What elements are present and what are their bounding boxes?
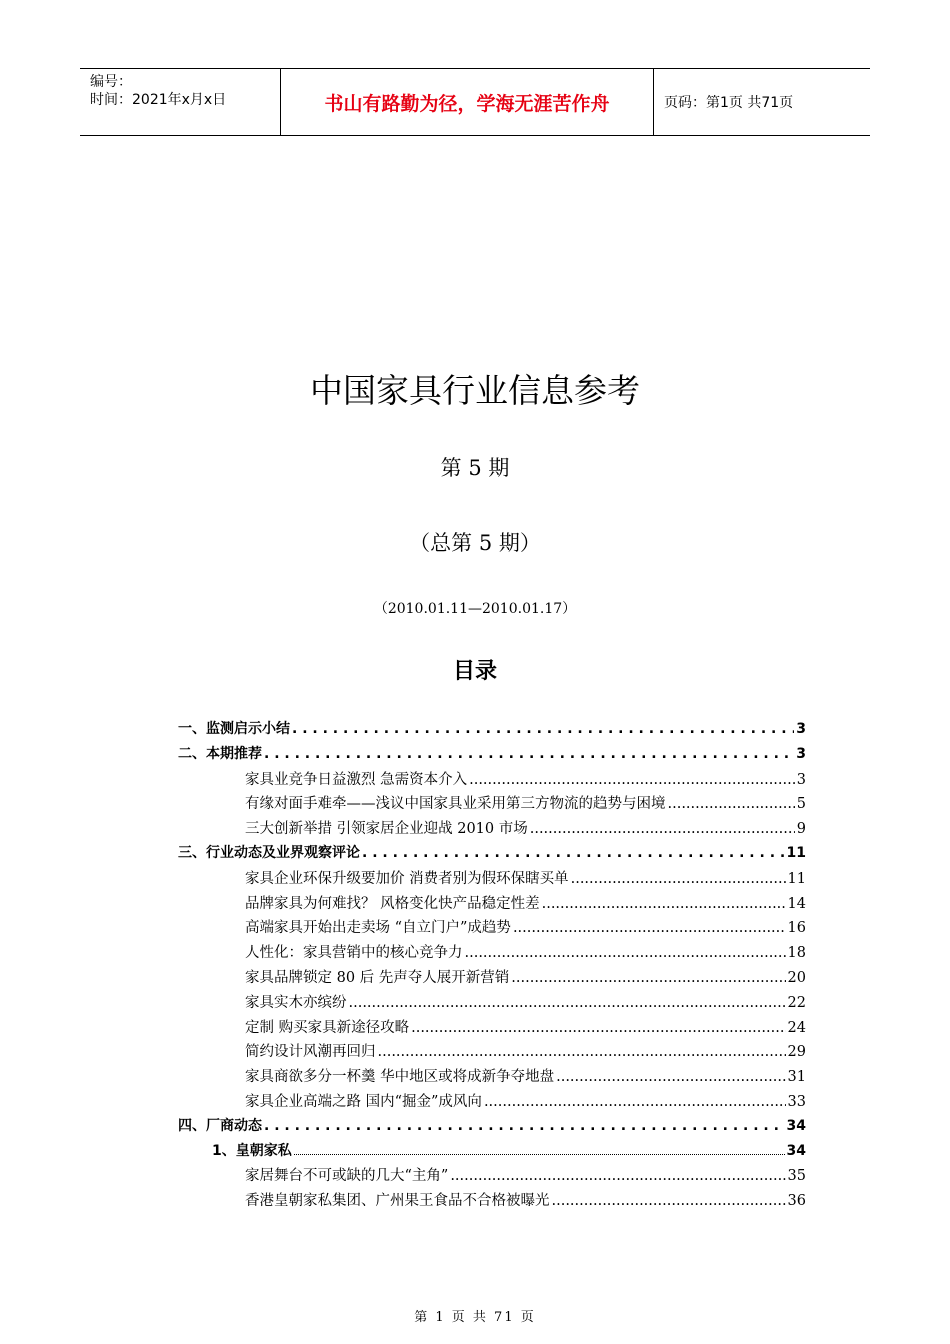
- toc-entry-label: 定制 购买家具新途径攻略: [245, 1019, 410, 1036]
- toc-leader-dots: [511, 970, 785, 986]
- toc-entry-label: 二、本期推荐: [178, 745, 262, 762]
- toc-entry-page: 34: [786, 1142, 806, 1159]
- page-footer: 第 1 页 共 71 页: [414, 1310, 536, 1325]
- toc-entry-label: 香港皇朝家私集团、广州果王食品不合格被曝光: [245, 1193, 550, 1210]
- toc-entry-page: 34: [786, 1117, 806, 1134]
- toc-entry-label: 人性化：家具营销中的核心竞争力: [245, 945, 463, 962]
- toc-leader-dots: [264, 1118, 785, 1134]
- toc-leader-dots: [378, 1044, 786, 1060]
- toc-entry-label: 四、厂商动态: [178, 1117, 262, 1134]
- toc-leader-dots: [292, 721, 794, 737]
- toc-entry-label: 三大创新举措 引领家居企业迎战 2010 市场: [245, 821, 528, 838]
- toc-entry[interactable]: [178, 892, 806, 917]
- toc-leader-dots: [571, 871, 786, 887]
- toc-entry[interactable]: [178, 792, 806, 817]
- toc-leader-dots: [362, 845, 785, 861]
- toc-entry-label: 三、行业动态及业界观察评论: [178, 844, 360, 861]
- toc-leader-dots: [484, 1094, 786, 1110]
- total-issue-number: （总第 5 期）: [409, 531, 541, 555]
- toc-entry-label: 家具业竞争日益激烈 急需资本介入: [245, 771, 468, 788]
- toc-entry-label: 1、皇朝家私: [212, 1142, 292, 1159]
- toc-leader-dots: [349, 995, 786, 1011]
- toc-leader-dots: [668, 796, 795, 812]
- toc-leader-dots: [411, 1020, 785, 1036]
- toc-entry[interactable]: [178, 1040, 806, 1065]
- toc-entry-page: 36: [787, 1193, 806, 1210]
- toc-entry-label: 家具企业环保升级要加价 消费者别为假环保瞎买单: [245, 870, 569, 887]
- toc-entry[interactable]: [178, 1189, 806, 1214]
- document-title: 中国家具行业信息参考: [310, 371, 640, 410]
- toc-entry-page: 3: [796, 771, 806, 788]
- toc-entry-page: 35: [787, 1168, 806, 1185]
- toc-entry-label: 有缘对面手难牵——浅议中国家具业采用第三方物流的趋势与困境: [245, 796, 666, 813]
- table-of-contents: [178, 718, 806, 1214]
- toc-entry-page: 18: [787, 945, 806, 962]
- toc-leader-dots: [450, 1168, 785, 1184]
- header-motto: 书山有路勤为径，学海无涯苦作舟: [281, 69, 654, 135]
- toc-entry[interactable]: [178, 867, 806, 892]
- toc-leader-dots: [294, 1142, 785, 1155]
- toc-entry-label: 家具品牌锁定 80 后 先声夺人展开新营销: [245, 969, 510, 986]
- toc-entry[interactable]: [178, 1115, 806, 1140]
- toc-leader-dots: [556, 1069, 785, 1085]
- header-number-label: 编号：: [90, 74, 132, 90]
- toc-leader-dots: [513, 920, 786, 936]
- toc-entry-page: 14: [787, 895, 806, 912]
- toc-entry-label: 家具企业高端之路 国内“掘金”成风向: [245, 1093, 482, 1110]
- toc-entry[interactable]: [178, 941, 806, 966]
- toc-entry-page: 24: [787, 1019, 806, 1036]
- toc-entry[interactable]: [178, 991, 806, 1016]
- toc-entry-label: 简约设计风潮再回归: [245, 1044, 376, 1061]
- toc-entry-page: 3: [796, 745, 806, 762]
- toc-entry-label: 家具商欲多分一杯羹 华中地区或将成新争夺地盘: [245, 1069, 555, 1086]
- toc-entry-page: 3: [796, 721, 806, 737]
- toc-entry-page: 29: [787, 1044, 806, 1061]
- toc-leader-dots: [469, 772, 795, 788]
- toc-entry-page: 11: [787, 870, 806, 887]
- toc-entry[interactable]: [178, 916, 806, 941]
- toc-entry[interactable]: [178, 1016, 806, 1041]
- toc-entry-label: 家具实木亦缤纷: [245, 994, 347, 1011]
- header-table: [80, 68, 870, 136]
- toc-entry-page: 20: [787, 969, 806, 986]
- toc-leader-dots: [465, 945, 786, 961]
- toc-entry[interactable]: [178, 1065, 806, 1090]
- toc-entry-label: 一、监测启示小结: [178, 721, 290, 737]
- toc-entry[interactable]: [178, 842, 806, 867]
- toc-entry-page: 33: [787, 1093, 806, 1110]
- toc-entry-page: 16: [787, 920, 806, 937]
- toc-heading: 目录: [452, 659, 497, 684]
- toc-entry-page: 9: [796, 821, 806, 838]
- toc-entry-page: 31: [787, 1069, 806, 1086]
- toc-entry-page: 5: [796, 796, 806, 813]
- toc-entry[interactable]: [178, 1090, 806, 1115]
- toc-entry-page: 11: [786, 844, 806, 861]
- toc-leader-dots: [542, 896, 786, 912]
- toc-entry[interactable]: [178, 1164, 806, 1189]
- toc-leader-dots: [264, 746, 794, 762]
- toc-leader-dots: [530, 821, 795, 837]
- toc-entry-page: 22: [787, 994, 806, 1011]
- toc-entry[interactable]: [178, 768, 806, 793]
- date-range: （2010.01.11—2010.01.17）: [373, 601, 577, 617]
- header-time-label: 时间：2021年x月x日: [90, 92, 227, 108]
- toc-entry-label: 家居舞台不可或缺的几大“主角”: [245, 1168, 449, 1185]
- header-page-info: 页码：第1页 共71页: [664, 95, 794, 111]
- toc-entry[interactable]: [178, 1140, 806, 1165]
- toc-entry-label: 品牌家具为何难找？ 风格变化快产品稳定性差: [245, 895, 540, 912]
- toc-leader-dots: [552, 1193, 786, 1209]
- toc-entry[interactable]: [178, 743, 806, 768]
- toc-entry[interactable]: [178, 718, 806, 743]
- toc-entry-label: 高端家具开始出走卖场 “自立门户”成趋势: [245, 920, 511, 937]
- header-meta-cell: [80, 69, 281, 135]
- issue-number: 第 5 期: [440, 456, 510, 480]
- toc-entry[interactable]: [178, 966, 806, 991]
- toc-entry[interactable]: [178, 817, 806, 842]
